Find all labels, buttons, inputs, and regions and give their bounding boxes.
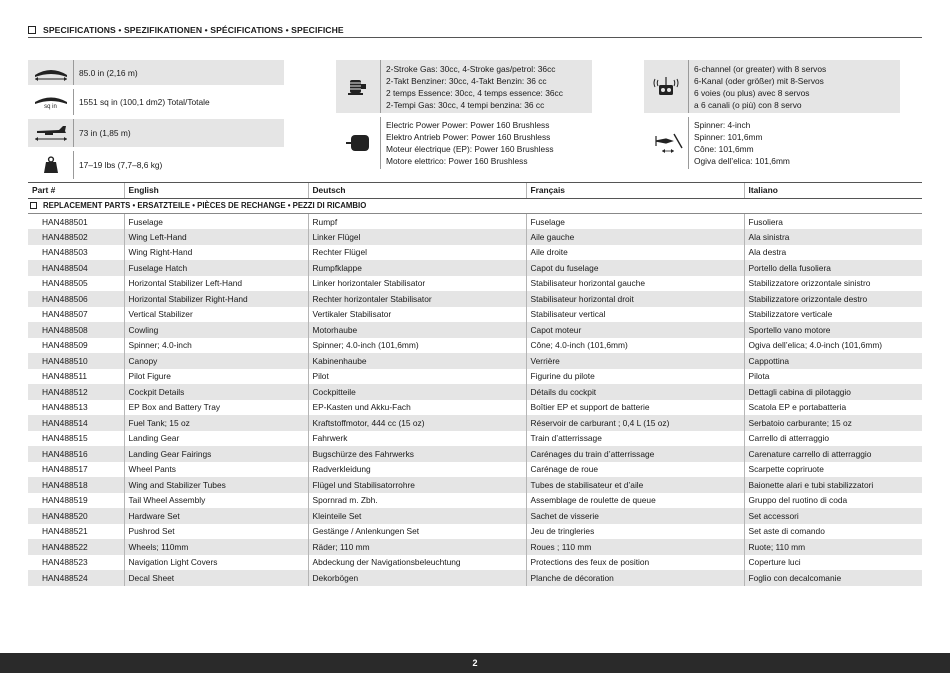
- deutsch-cell: Motorhaube: [308, 322, 526, 338]
- table-row: [28, 384, 922, 400]
- part-number-cell: HAN488505: [42, 278, 88, 289]
- part-number-cell: HAN488511: [42, 371, 88, 382]
- table-row: [28, 431, 922, 447]
- band-checkbox-icon: [30, 202, 37, 209]
- header-english: English: [124, 183, 308, 199]
- spec-wingspan-text: 85.0 in (2,16 m): [79, 67, 138, 78]
- table-row: [28, 415, 922, 431]
- italiano-cell: Stabilizzatore orizzontale destro: [744, 291, 922, 307]
- spec-electric-line-3: Moteur électrique (EP): Power 160 Brushless: [386, 144, 554, 154]
- spec-spinner-line-1: Spinner: 4-inch: [694, 120, 751, 130]
- deutsch-cell: Vertikaler Stabilisator: [308, 307, 526, 323]
- italiano-cell: Ala sinistra: [744, 229, 922, 245]
- part-number-cell: HAN488504: [28, 260, 124, 276]
- table-row: [28, 539, 922, 555]
- italiano-cell: Stabilizzatore verticale: [744, 307, 922, 323]
- wingspan-icon: [28, 60, 73, 85]
- table-row: [28, 400, 922, 416]
- italiano-cell: Ruote; 110 mm: [744, 539, 922, 555]
- english-cell: Canopy: [124, 353, 308, 369]
- francais-cell: Tubes de stabilisateur et d’aile: [526, 477, 744, 493]
- italiano-cell: Foglio con decalcomanie: [744, 570, 922, 586]
- francais-cell: Boîtier EP et support de batterie: [526, 400, 744, 416]
- table-row: [28, 462, 922, 478]
- francais-cell: Cône; 4.0-inch (101,6mm): [526, 338, 744, 354]
- table-row: [28, 477, 922, 493]
- part-number-cell: HAN488515: [42, 433, 88, 444]
- spec-weight-text: 17–19 lbs (7,7–8,6 kg): [79, 160, 163, 170]
- spec-spinner-line-3: Cône: 101,6mm: [694, 144, 754, 154]
- italiano-cell: Pilota: [744, 369, 922, 385]
- electric-motor-icon: [336, 117, 380, 169]
- spec-wing-area: [28, 89, 284, 115]
- deutsch-cell: Rechter Flügel: [308, 245, 526, 261]
- deutsch-cell: Gestänge / Anlenkungen Set: [308, 524, 526, 540]
- deutsch-cell: EP-Kasten und Akku-Fach: [308, 400, 526, 416]
- deutsch-cell: Linker Flügel: [308, 229, 526, 245]
- english-cell: Cowling: [124, 322, 308, 338]
- part-number-cell: HAN488508: [28, 322, 124, 338]
- spec-gas-line-4: 2-Tempi Gas: 30cc, 4 tempi benzina: 36 cc: [386, 99, 545, 110]
- english-cell: Pilot Figure: [124, 369, 308, 385]
- table-row: [28, 446, 922, 462]
- parts-table: [28, 182, 922, 586]
- english-cell: Cockpit Details: [124, 384, 308, 400]
- francais-cell: Sachet de visserie: [526, 508, 744, 524]
- table-row: [28, 524, 922, 540]
- table-row: [28, 555, 922, 571]
- part-number-cell: HAN488522: [28, 539, 124, 555]
- spec-length-text: 73 in (1,85 m): [79, 128, 131, 138]
- deutsch-cell: Radverkleidung: [308, 462, 526, 478]
- english-cell: Pushrod Set: [124, 524, 308, 540]
- table-row: [28, 353, 922, 369]
- specs-middle: [336, 60, 592, 169]
- part-number-cell: HAN488510: [28, 353, 124, 369]
- page-number: 2: [472, 658, 478, 668]
- spec-electric-line-1: Electric Power Power: Power 160 Brushless: [386, 120, 550, 130]
- deutsch-cell: Fahrwerk: [308, 431, 526, 447]
- spinner-icon: [644, 117, 688, 169]
- section-title-text: SPECIFICATIONS • SPEZIFIKATIONEN • SPÉCIFICATIONS • SPECIFICHE: [43, 25, 344, 35]
- part-number-cell: HAN488523: [42, 557, 88, 568]
- italiano-cell: Set accessori: [744, 508, 922, 524]
- table-row: [28, 369, 922, 385]
- english-cell: Navigation Light Covers: [124, 555, 308, 571]
- title-divider: [28, 37, 922, 38]
- part-number-cell: HAN488517: [42, 464, 88, 475]
- header-deutsch: Deutsch: [308, 183, 526, 199]
- francais-cell: Planche de décoration: [526, 570, 744, 586]
- radio-transmitter-icon: [644, 60, 688, 113]
- table-row: [28, 276, 922, 292]
- francais-cell: Protections des feux de position: [526, 555, 744, 571]
- italiano-cell: Fusoliera: [744, 214, 922, 230]
- english-cell: Spinner; 4.0-inch: [124, 338, 308, 354]
- italiano-cell: Sportello vano motore: [744, 322, 922, 338]
- francais-cell: Aile droite: [526, 245, 744, 261]
- italiano-cell: Baionette alari e tubi stabilizzatori: [744, 477, 922, 493]
- table-header-row: [28, 183, 922, 199]
- italiano-cell: Carenature carrello di atterraggio: [744, 446, 922, 462]
- header-francais: Français: [526, 183, 744, 199]
- italiano-cell: Ala destra: [744, 245, 922, 261]
- francais-cell: Capot moteur: [526, 322, 744, 338]
- francais-cell: Assemblage de roulette de queue: [526, 493, 744, 509]
- table-row: [28, 570, 922, 586]
- italiano-cell: Scarpette copriruote: [744, 462, 922, 478]
- header-italiano: Italiano: [744, 183, 922, 199]
- francais-cell: Carénages du train d’atterrissage: [526, 446, 744, 462]
- header-part-number: Part #: [28, 183, 124, 199]
- english-cell: Wing Right-Hand: [124, 245, 308, 261]
- page-footer: [0, 653, 950, 673]
- section-title: [28, 25, 344, 35]
- spec-radio-line-1: 6-channel (or greater) with 8 servos: [694, 63, 827, 74]
- table-row: [28, 322, 922, 338]
- spec-electric-motor: [336, 117, 592, 169]
- part-number-cell: HAN488507: [42, 309, 88, 320]
- francais-cell: Aile gauche: [526, 229, 744, 245]
- spec-electric-line-4: Motore elettrico: Power 160 Brushless: [386, 156, 528, 166]
- spec-electric-line-2: Elektro Antrieb Power: Power 160 Brushless: [386, 132, 551, 142]
- english-cell: Decal Sheet: [124, 570, 308, 586]
- english-cell: EP Box and Battery Tray: [124, 400, 308, 416]
- table-row: [28, 508, 922, 524]
- deutsch-cell: Spornrad m. Zbh.: [308, 493, 526, 509]
- spec-gas-line-2: 2-Takt Benziner: 30cc, 4-Takt Benzin: 36 cc: [386, 75, 547, 86]
- deutsch-cell: Pilot: [308, 369, 526, 385]
- english-cell: Wheels; 110mm: [124, 539, 308, 555]
- francais-cell: Réservoir de carburant ; 0,4 L (15 oz): [526, 415, 744, 431]
- part-number-cell: HAN488514: [28, 415, 124, 431]
- table-row: [28, 245, 922, 261]
- spec-gas-line-1: 2-Stroke Gas: 30cc, 4-Stroke gas/petrol: 36cc: [386, 63, 556, 74]
- spec-gas-engine: [336, 60, 592, 113]
- table-row: [28, 260, 922, 276]
- francais-cell: Stabilisateur vertical: [526, 307, 744, 323]
- spec-wing-area-text: 1551 sq in (100,1 dm2) Total/Totale: [79, 97, 210, 107]
- deutsch-cell: Kleinteile Set: [308, 508, 526, 524]
- deutsch-cell: Spinner; 4.0-inch (101,6mm): [308, 338, 526, 354]
- part-number-cell: HAN488519: [42, 495, 88, 506]
- english-cell: Wing Left-Hand: [124, 229, 308, 245]
- part-number-cell: HAN488509: [42, 340, 88, 351]
- gas-engine-icon: [336, 60, 380, 113]
- francais-cell: Fuselage: [526, 214, 744, 230]
- part-number-cell: HAN488503: [42, 247, 88, 258]
- deutsch-cell: Abdeckung der Navigationsbeleuchtung: [308, 555, 526, 571]
- english-cell: Wing and Stabilizer Tubes: [124, 477, 308, 493]
- italiano-cell: Coperture luci: [744, 555, 922, 571]
- italiano-cell: Cappottina: [744, 353, 922, 369]
- francais-cell: Roues ; 110 mm: [526, 539, 744, 555]
- deutsch-cell: Cockpitteile: [308, 384, 526, 400]
- english-cell: Fuel Tank; 15 oz: [124, 415, 308, 431]
- spec-length: [28, 119, 284, 147]
- band-title: REPLACEMENT PARTS • ERSATZTEILE • PIÈCES DE RECHANGE • PEZZI DI RICAMBIO: [43, 201, 367, 211]
- francais-cell: Train d’atterrissage: [526, 431, 744, 447]
- spec-radio-line-2: 6-Kanal (oder größer) mit 8-Servos: [694, 75, 824, 86]
- deutsch-cell: Räder; 110 mm: [308, 539, 526, 555]
- replacement-parts-band: [28, 198, 922, 214]
- deutsch-cell: Dekorbögen: [308, 570, 526, 586]
- deutsch-cell: Kabinenhaube: [308, 353, 526, 369]
- section-checkbox-icon: [28, 26, 36, 34]
- table-row: [28, 338, 922, 354]
- english-cell: Horizontal Stabilizer Left-Hand: [124, 276, 308, 292]
- spec-spinner-line-2: Spinner: 101,6mm: [694, 132, 763, 142]
- spec-radio-line-3: 6 voies (ou plus) avec 8 servos: [694, 87, 810, 98]
- francais-cell: Détails du cockpit: [526, 384, 744, 400]
- specs-left: [28, 60, 284, 179]
- table-row: [28, 493, 922, 509]
- part-number-cell: HAN488518: [28, 477, 124, 493]
- part-number-cell: HAN488506: [28, 291, 124, 307]
- table-row: [28, 214, 922, 230]
- wing-area-icon: [28, 89, 73, 115]
- italiano-cell: Portello della fusoliera: [744, 260, 922, 276]
- table-row: [28, 229, 922, 245]
- italiano-cell: Serbatoio carburante; 15 oz: [744, 415, 922, 431]
- part-number-cell: HAN488512: [28, 384, 124, 400]
- english-cell: Landing Gear: [124, 431, 308, 447]
- spec-spinner: [644, 117, 900, 169]
- spec-radio-line-4: a 6 canali (o più) con 8 servo: [694, 99, 802, 110]
- english-cell: Tail Wheel Assembly: [124, 493, 308, 509]
- specs-right: [644, 60, 900, 169]
- english-cell: Wheel Pants: [124, 462, 308, 478]
- francais-cell: Jeu de tringleries: [526, 524, 744, 540]
- weight-icon: [28, 151, 73, 179]
- italiano-cell: Dettagli cabina di pilotaggio: [744, 384, 922, 400]
- table-row: [28, 291, 922, 307]
- part-number-cell: HAN488516: [28, 446, 124, 462]
- english-cell: Vertical Stabilizer: [124, 307, 308, 323]
- spec-gas-line-3: 2 temps Essence: 30cc, 4 temps essence: 36cc: [386, 87, 563, 98]
- part-number-cell: HAN488502: [28, 229, 124, 245]
- spec-wingspan: [28, 60, 284, 85]
- francais-cell: Carénage de roue: [526, 462, 744, 478]
- spec-spinner-line-4: Ogiva dell’elica: 101,6mm: [694, 156, 790, 166]
- italiano-cell: Ogiva dell’elica; 4.0-inch (101,6mm): [744, 338, 922, 354]
- length-icon: [28, 119, 73, 147]
- spec-weight: [28, 151, 284, 179]
- francais-cell: Stabilisateur horizontal gauche: [526, 276, 744, 292]
- francais-cell: Capot du fuselage: [526, 260, 744, 276]
- italiano-cell: Carrello di atterraggio: [744, 431, 922, 447]
- english-cell: Landing Gear Fairings: [124, 446, 308, 462]
- english-cell: Horizontal Stabilizer Right-Hand: [124, 291, 308, 307]
- deutsch-cell: Kraftstoffmotor, 444 cc (15 oz): [308, 415, 526, 431]
- english-cell: Hardware Set: [124, 508, 308, 524]
- italiano-cell: Gruppo del ruotino di coda: [744, 493, 922, 509]
- deutsch-cell: Linker horizontaler Stabilisator: [308, 276, 526, 292]
- italiano-cell: Scatola EP e portabatteria: [744, 400, 922, 416]
- deutsch-cell: Rechter horizontaler Stabilisator: [308, 291, 526, 307]
- spec-radio: [644, 60, 900, 113]
- english-cell: Fuselage Hatch: [124, 260, 308, 276]
- wing-area-icon-label: sq in: [44, 104, 57, 110]
- part-number-cell: HAN488520: [28, 508, 124, 524]
- deutsch-cell: Rumpf: [308, 214, 526, 230]
- part-number-cell: HAN488513: [42, 402, 88, 413]
- francais-cell: Figurine du pilote: [526, 369, 744, 385]
- francais-cell: Stabilisateur horizontal droit: [526, 291, 744, 307]
- part-number-cell: HAN488521: [42, 526, 88, 537]
- deutsch-cell: Rumpfklappe: [308, 260, 526, 276]
- part-number-cell: HAN488524: [28, 570, 124, 586]
- part-number-cell: HAN488501: [42, 216, 88, 227]
- deutsch-cell: Bugschürze des Fahrwerks: [308, 446, 526, 462]
- italiano-cell: Set aste di comando: [744, 524, 922, 540]
- italiano-cell: Stabilizzatore orizzontale sinistro: [744, 276, 922, 292]
- francais-cell: Verrière: [526, 353, 744, 369]
- table-row: [28, 307, 922, 323]
- deutsch-cell: Flügel und Stabilisatorrohre: [308, 477, 526, 493]
- english-cell: Fuselage: [124, 214, 308, 230]
